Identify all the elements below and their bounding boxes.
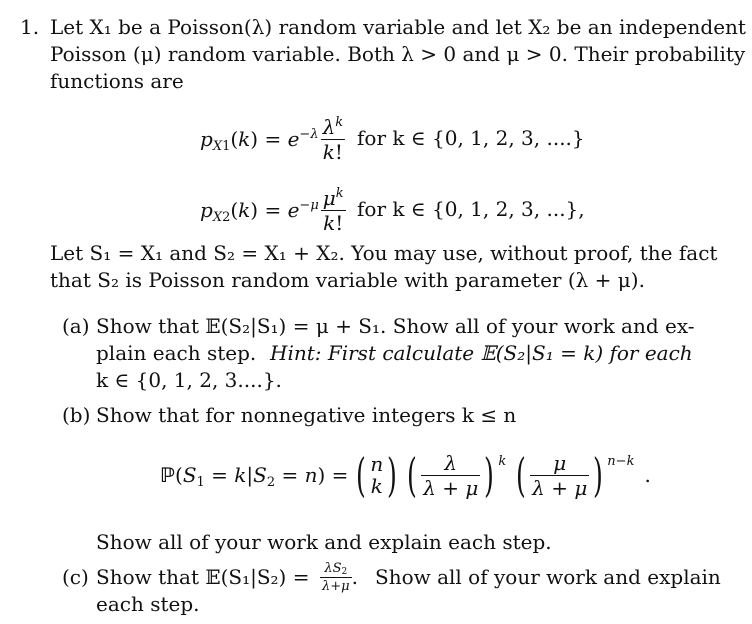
problem-number: 1. [20, 15, 40, 39]
part-c-line-1a: Show that 𝔼(S₁|S₂) = [96, 565, 310, 589]
pmf-x2-equation: $p_{X2}(k) = e^{-\mu}$ $\frac{\mu^k}{k!}$ [200, 185, 344, 235]
part-b-line-2: Show all of your work and explain each step. [96, 530, 552, 554]
part-b-label: (b) [62, 403, 91, 427]
part-c-fraction: $\frac{\lambda S_2}{\lambda+\mu}$ . [322, 560, 358, 594]
part-c-line-2: each step. [96, 592, 200, 616]
pmf-x1-equation: $p_{X1}(k) = e^{-\lambda}$ $\frac{\lambda^k}{k!}$ [200, 114, 344, 164]
part-b-line-1: Show that for nonnegative integers k ≤ n [96, 403, 517, 427]
intro-line-1: Let X₁ be a Poisson(λ) random variable and let X₂ be an independent [50, 15, 746, 39]
part-c-label: (c) [62, 565, 89, 589]
intro-line-2: Poisson (μ) random variable. Both λ > 0 and μ > 0. Their probability [50, 42, 746, 66]
part-a-label: (a) [62, 314, 90, 338]
part-a-hint: Hint: First calculate 𝔼(S₂|S₁ = k) for each [270, 341, 693, 365]
setup-line-1: Let S₁ = X₁ and S₂ = X₁ + X₂. You may use, without proof, the fact [50, 241, 718, 265]
part-a-line-1: Show that 𝔼(S₂|S₁) = μ + S₁. Show all of your work and ex- [96, 314, 695, 338]
part-c-line-1c: Show all of your work and explain [375, 565, 721, 589]
pmf-x2-support: for k ∈ {0, 1, 2, 3, ...}, [357, 197, 585, 221]
part-a-line-3: k ∈ {0, 1, 2, 3....}. [96, 368, 282, 392]
setup-line-2: that S₂ is Poisson random variable with parameter (λ + μ). [50, 268, 645, 292]
intro-line-3: functions are [50, 69, 184, 93]
part-b-formula: $ℙ(S_1 = k|S_2 = n)$ = ( n k ) ( $\frac{\lambda}{\lambda + \mu}$ ) k ( $\frac{\mu}{\lambda + \mu}$ ) n−k . [160, 448, 651, 502]
pmf-x1-support: for k ∈ {0, 1, 2, 3, ....} [357, 126, 585, 150]
pmf-x2-text [0, 0, 1, 1]
part-a-line-2a: plain each step. [96, 341, 257, 365]
